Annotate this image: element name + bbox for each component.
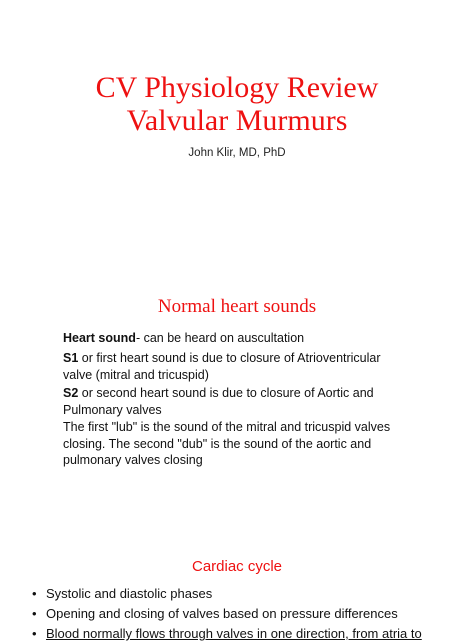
term-heart-sound: Heart sound [63, 331, 136, 345]
term-s2: S2 [63, 386, 79, 400]
s1-text: or first heart sound is due to closure of Atrioventricular valve (mitral and tricuspid) [63, 351, 381, 382]
slide-title: Cardiac cycle [191, 558, 283, 575]
bullet-icon: • [32, 626, 37, 641]
title-slide [0, 0, 474, 272]
s2-text: or second heart sound is due to closure of Aortic and Pulmonary valves [63, 386, 374, 417]
definition-text: - can be heard on auscultation [135, 331, 305, 345]
cardiac-cycle-slide [0, 532, 474, 641]
term-s1: S1 [63, 351, 79, 365]
s1-description [63, 350, 413, 383]
list-item: • Systolic and diastolic phases [32, 584, 472, 604]
lub-dub-description: The first "lub" is the sound of the mitral and tricuspid valves closing. The second "dub" is the sound of the aortic and pulmonary valves closing [63, 420, 391, 467]
presentation-title-line2: Valvular Murmurs [126, 104, 348, 137]
slide-title: Normal heart sounds [157, 296, 317, 317]
normal-heart-sounds-slide [0, 272, 474, 532]
bullet-icon: • [32, 586, 37, 601]
author-name: John Klir, MD, PhD [188, 147, 286, 159]
list-item: • Blood normally flows through valves in one direction, from atria to [32, 624, 472, 644]
list-item: • Opening and closing of valves based on pressure differences [32, 604, 472, 624]
presentation-title-line1: CV Physiology Review [95, 71, 379, 104]
bullet-icon: • [32, 606, 37, 621]
heart-sound-definition [63, 330, 413, 347]
bullet-list [32, 584, 472, 644]
s2-description [63, 385, 413, 418]
